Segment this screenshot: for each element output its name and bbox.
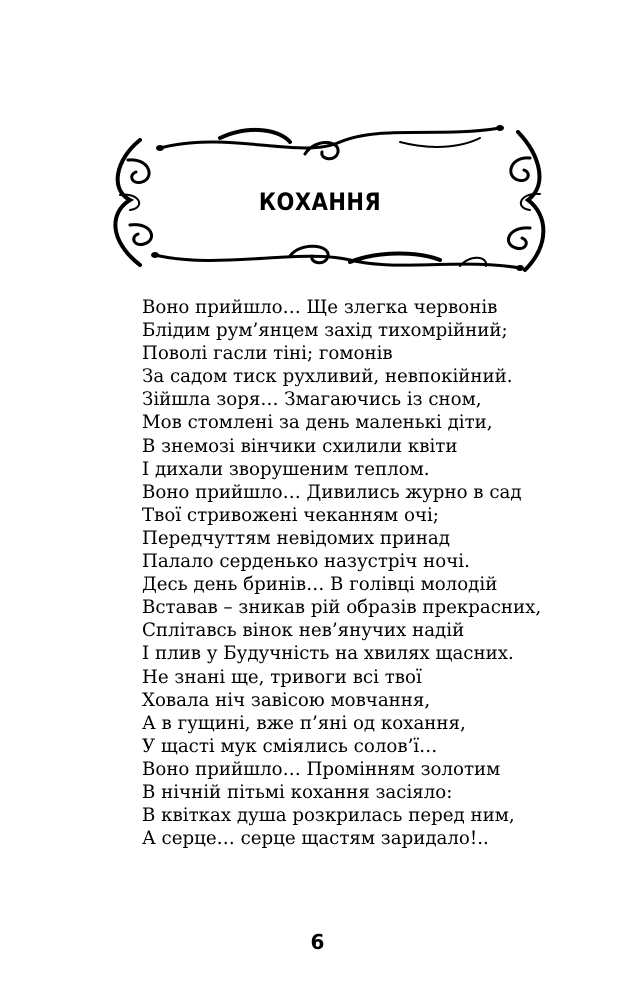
poem-line: Не знані ще, тривоги всі твої xyxy=(142,666,422,688)
poem-line: Передчуттям невідомих принад xyxy=(142,527,450,549)
poem-title: КОХАННЯ xyxy=(258,188,382,216)
poem-line: І дихали зворушеним теплом. xyxy=(142,458,430,480)
poem-line: Ховала ніч завісою мовчання, xyxy=(142,689,431,711)
poem-line: Воно прийшло… Дивились журно в сад xyxy=(142,481,522,503)
poem-line: Блідим рум’янцем захід тихомрійний; xyxy=(142,320,508,342)
page-number: 6 xyxy=(310,930,325,954)
poem-line: Десь день бринів… В голівці молодій xyxy=(142,574,498,596)
poem-line: Палало серденько назустріч ночі. xyxy=(142,551,470,573)
poem-line: Зійшла зоря… Змагаючись із сном, xyxy=(142,389,482,411)
poem-line: Сплітавсь вінок нев’янучих надій xyxy=(142,620,465,642)
poem-line: Воно прийшло… Ще злегка червонів xyxy=(142,297,498,318)
poem-line: В знемозі вінчики схилили квіти xyxy=(142,435,458,457)
poem-line: Поволі гасли тіні; гомонів xyxy=(142,343,393,365)
poem-line: І плив у Будучність на хвилях щасних. xyxy=(142,643,514,665)
poem-line: А серце… серце щастям заридало!.. xyxy=(142,828,489,850)
poem-line: Вставав – зникав рій образів прекрасних, xyxy=(142,597,542,619)
poem-line: Мов стомлені за день маленькі діти, xyxy=(142,412,493,434)
poem-line: В нічній пітьмі кохання засіяло: xyxy=(142,781,453,803)
poem-body xyxy=(142,296,582,850)
poem-line: В квітках душа розкрилась перед ним, xyxy=(142,805,515,827)
poem-line: У щасті мук сміялись солов’ї… xyxy=(142,735,438,757)
poem-line: За садом тиск рухливий, невпокійний. xyxy=(142,366,513,388)
poem-line: А в гущині, вже п’яні од кохання, xyxy=(142,712,466,734)
poem-line: Твої стривожені чеканням очі; xyxy=(142,504,439,526)
poem-line: Воно прийшло… Промінням золотим xyxy=(142,758,501,780)
